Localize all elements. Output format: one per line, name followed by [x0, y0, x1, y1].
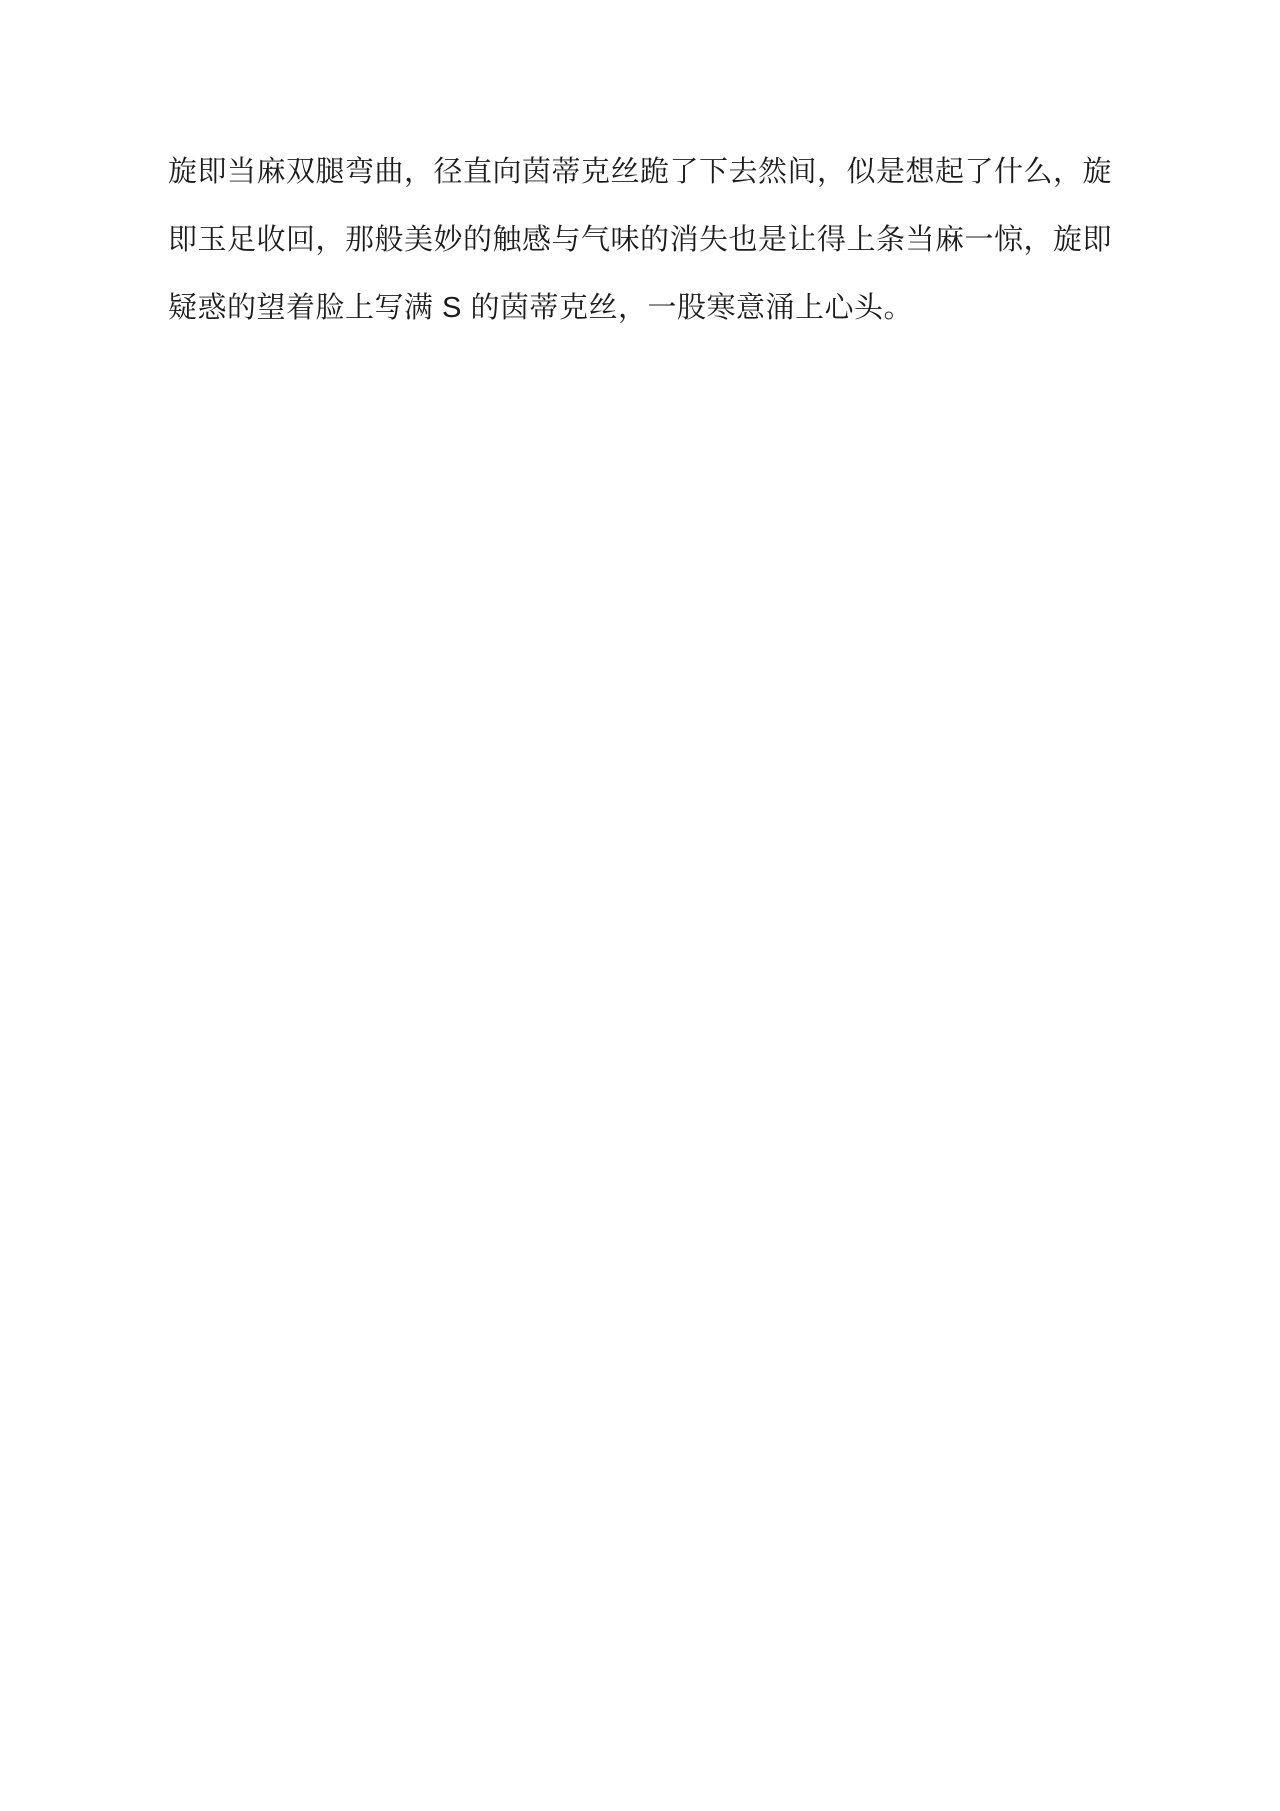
document-text-block: [168, 138, 1112, 342]
paragraph-1: 旋即当麻双腿弯曲，径直向茵蒂克丝跪了下去然间，似是想起了什么，旋即玉足收回，那般美妙的触感与气味的消失也是让得上条当麻一惊，旋即疑惑的望着脸上写满 S 的茵蒂克丝，一股寒意涌上心头。: [168, 156, 1113, 324]
